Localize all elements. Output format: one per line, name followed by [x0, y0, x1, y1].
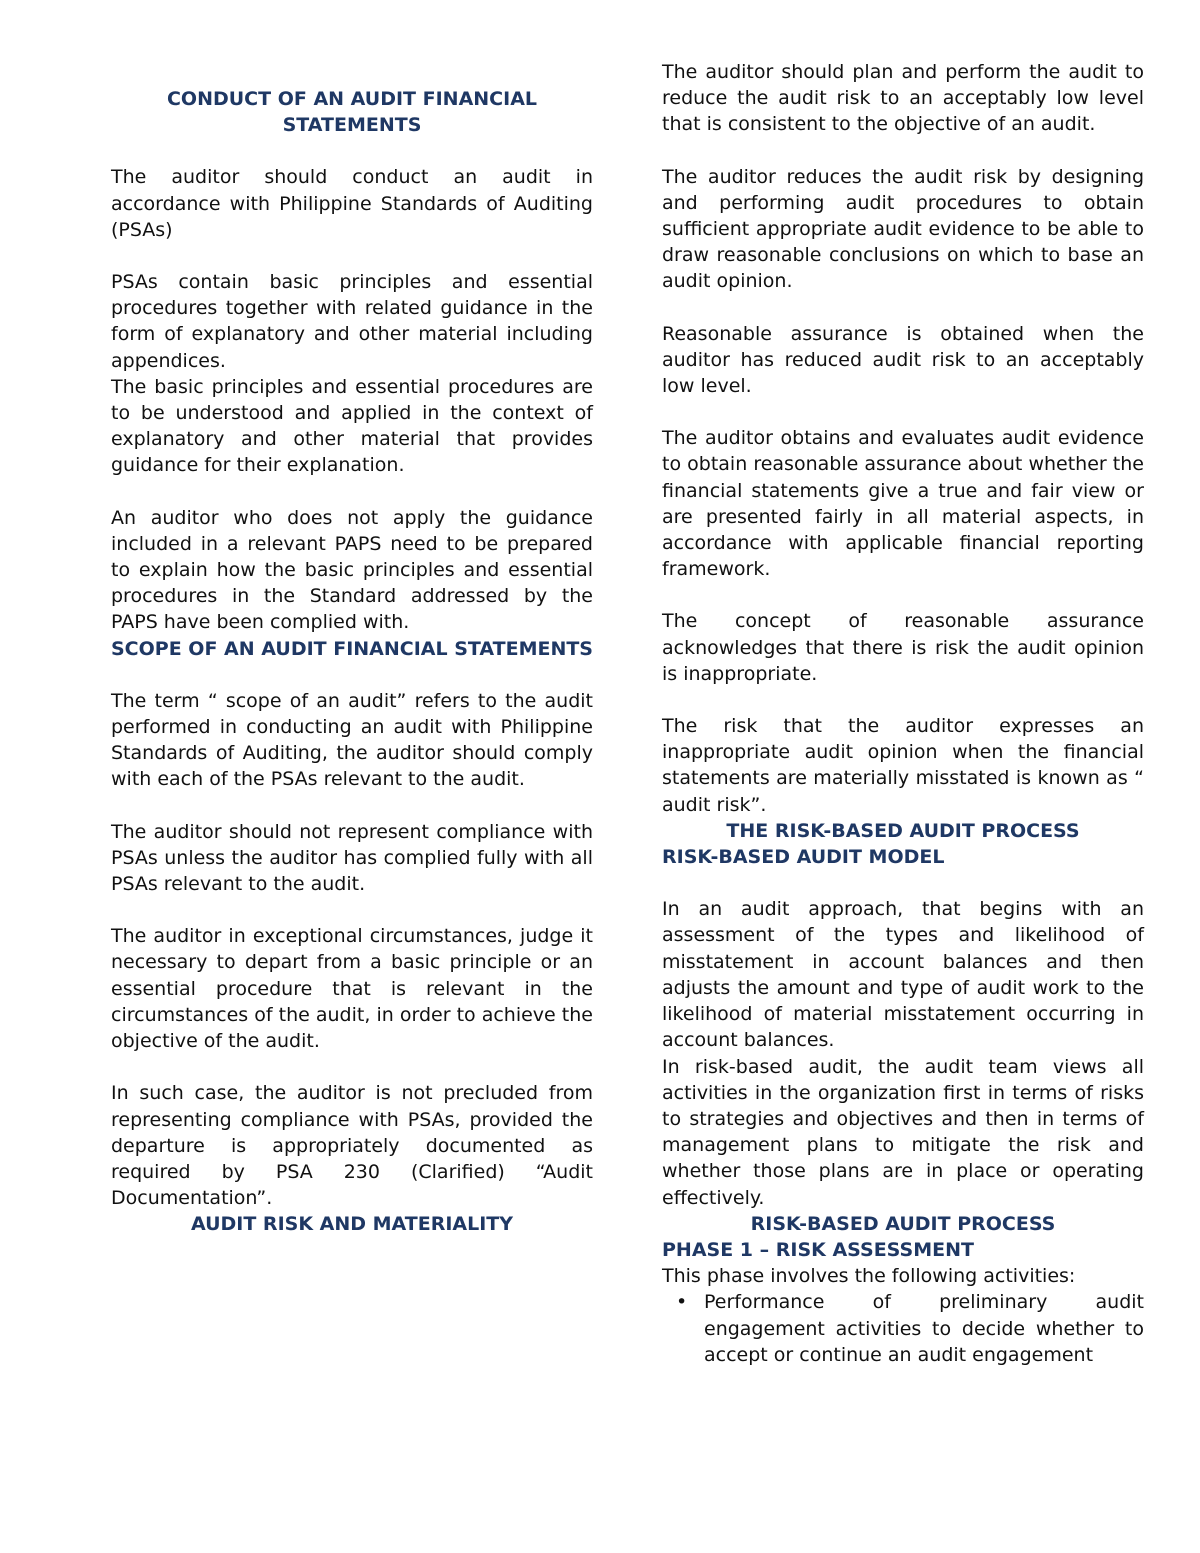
paragraph: This phase involves the following activities: [662, 1265, 1076, 1288]
list-item-text: Performance of preliminary audit engagement activities to decide whether to accept or continue an audit engagement [704, 1291, 1144, 1366]
paragraph: The auditor in exceptional circumstances, judge it necessary to depart from a basic principle or an essential procedure that is relevant in the circumstances of the audit, in order to achieve the objective of the audit. [111, 925, 593, 1053]
paragraph: The term “ scope of an audit” refers to the audit performed in conducting an audit with Philippine Standards of Auditing, the auditor should comply with each of the PSAs relevant to the audit. [111, 689, 593, 791]
bullet-icon: • [676, 1291, 688, 1314]
paragraph: In such case, the auditor is not precluded from representing compliance with PSAs, provided the departure is appropriately documented as required by PSA 230 (Clarified) “Audit Documentation”. [111, 1082, 593, 1210]
heading-risk-based-process: THE RISK-BASED AUDIT PROCESS [726, 819, 1080, 842]
paragraph: The auditor obtains and evaluates audit evidence to obtain reasonable assurance about whether the financial statements give a true and fair view or are presented fairly in all material aspects, in accordance with applicable financial reporting framework. [662, 427, 1144, 581]
bullet-list [662, 1289, 1144, 1368]
heading-scope: SCOPE OF AN AUDIT FINANCIAL STATEMENTS [111, 637, 593, 660]
heading-risk-based-audit-process: RISK-BASED AUDIT PROCESS [750, 1212, 1056, 1235]
paragraph: The risk that the auditor expresses an inappropriate audit opinion when the financial statements are materially misstated is known as “ audit risk”. [662, 715, 1144, 816]
heading-risk-based-model: RISK-BASED AUDIT MODEL [662, 846, 945, 869]
paragraph: PSAs contain basic principles and essential procedures together with related guidance in the form of explanatory and other material including appendices. [111, 271, 593, 372]
heading-audit-risk: AUDIT RISK AND MATERIALITY [190, 1213, 514, 1236]
paragraph: The auditor should plan and perform the audit to reduce the audit risk to an acceptably low level that is consistent to the objective of an audit. [662, 61, 1144, 136]
paragraph: The concept of reasonable assurance acknowledges that there is risk the audit opinion is inappropriate. [662, 610, 1144, 685]
paragraph: The auditor reduces the audit risk by designing and performing audit procedures to obtain sufficient appropriate audit evidence to be able to draw reasonable conclusions on which to base an audit opinion. [662, 165, 1144, 293]
list-item [662, 1289, 1144, 1368]
paragraph: The auditor should conduct an audit in accordance with Philippine Standards of Auditing (PSAs) [111, 166, 593, 241]
paragraph: The basic principles and essential procedures are to be understood and applied in the context of explanatory and other material that provides guidance for their explanation. [111, 375, 593, 477]
paragraph: In risk-based audit, the audit team views all activities in the organization first in terms of risks to strategies and objectives and then in terms of management plans to mitigate the risk and whether those plans are in place or operating effectively. [662, 1055, 1144, 1209]
heading-conduct: CONDUCT OF AN AUDIT FINANCIAL STATEMENTS [166, 88, 538, 137]
paragraph: The auditor should not represent compliance with PSAs unless the auditor has complied fully with all PSAs relevant to the audit. [111, 820, 593, 896]
heading-phase-1: PHASE 1 – RISK ASSESSMENT [662, 1238, 974, 1261]
paragraph: In an audit approach, that begins with an assessment of the types and likelihood of misstatement in account balances and then adjusts the amount and type of audit work to the likelihood of material misstatement occurring in account balances. [662, 898, 1144, 1052]
right-column [662, 0, 1144, 1368]
paragraph: Reasonable assurance is obtained when the auditor has reduced audit risk to an acceptably low level. [662, 322, 1144, 398]
left-column [111, 0, 593, 1238]
paragraph: An auditor who does not apply the guidance included in a relevant PAPS need to be prepared to explain how the basic principles and essential procedures in the Standard addressed by the PAPS have been complied with. [111, 506, 593, 634]
